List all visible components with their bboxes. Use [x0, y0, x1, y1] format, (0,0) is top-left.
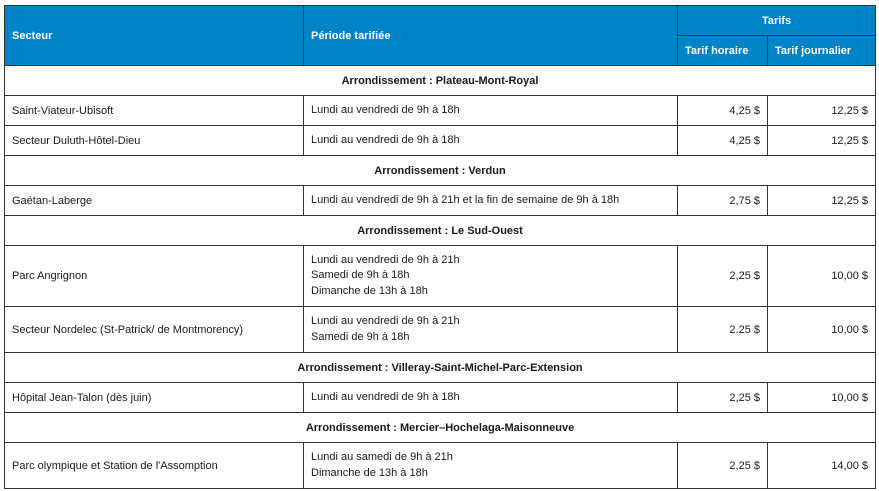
cell-tarif-journalier: 12,25 $ [768, 96, 876, 126]
periode-line: Lundi au vendredi de 9h à 21h [311, 253, 460, 266]
table-row [5, 96, 876, 126]
cell-periode [304, 307, 678, 353]
cell-tarif-horaire: 2,25 $ [678, 246, 768, 307]
group-title: Arrondissement : Plateau-Mont-Royal [5, 66, 876, 96]
header-tarif-horaire: Tarif horaire [678, 36, 768, 66]
periode-line: Samedi de 9h à 18h [311, 269, 410, 282]
group-title: Arrondissement : Verdun [5, 156, 876, 186]
group-row [5, 156, 876, 186]
cell-tarif-horaire: 2,25 $ [678, 443, 768, 489]
group-title: Arrondissement : Villeray-Saint-Michel-Parc-Extension [5, 353, 876, 383]
periode-line: Samedi de 9h à 18h [311, 330, 410, 343]
cell-tarif-journalier: 10,00 $ [768, 246, 876, 307]
group-row [5, 353, 876, 383]
cell-tarif-journalier: 12,25 $ [768, 186, 876, 216]
periode-line: Lundi au vendredi de 9h à 18h [311, 103, 460, 116]
tarifs-table [4, 5, 876, 489]
table-row [5, 307, 876, 353]
cell-periode [304, 443, 678, 489]
cell-tarif-horaire: 2,25 $ [678, 383, 768, 413]
periode-line: Lundi au vendredi de 9h à 21h et la fin de semaine de 9h à 18h [311, 193, 620, 206]
cell-secteur: Secteur Nordelec (St-Patrick/ de Montmorency) [5, 307, 304, 353]
periode-line: Dimanche de 13h à 18h [311, 466, 428, 479]
periode-line: Lundi au vendredi de 9h à 18h [311, 390, 460, 403]
table-row [5, 383, 876, 413]
group-row [5, 413, 876, 443]
table-row [5, 246, 876, 307]
table-row [5, 186, 876, 216]
cell-secteur: Hôpital Jean-Talon (dès juin) [5, 383, 304, 413]
cell-periode [304, 126, 678, 156]
cell-tarif-horaire: 4,25 $ [678, 96, 768, 126]
cell-tarif-journalier: 10,00 $ [768, 307, 876, 353]
cell-tarif-horaire: 4,25 $ [678, 126, 768, 156]
table-body [5, 66, 876, 489]
cell-tarif-journalier: 12,25 $ [768, 126, 876, 156]
cell-periode [304, 96, 678, 126]
cell-secteur: Saint-Viateur-Ubisoft [5, 96, 304, 126]
cell-secteur: Secteur Duluth-Hôtel-Dieu [5, 126, 304, 156]
header-tarifs: Tarifs [678, 6, 876, 36]
group-title: Arrondissement : Le Sud-Ouest [5, 216, 876, 246]
table-row [5, 443, 876, 489]
header-periode: Période tarifiée [304, 6, 678, 66]
table-header [5, 6, 876, 66]
cell-periode [304, 246, 678, 307]
periode-line: Dimanche de 13h à 18h [311, 284, 428, 297]
cell-secteur: Parc olympique et Station de l'Assomption [5, 443, 304, 489]
group-row [5, 216, 876, 246]
cell-tarif-horaire: 2,75 $ [678, 186, 768, 216]
cell-secteur: Parc Angrignon [5, 246, 304, 307]
cell-periode [304, 383, 678, 413]
cell-tarif-journalier: 10,00 $ [768, 383, 876, 413]
cell-tarif-horaire: 2.25 $ [678, 307, 768, 353]
group-row [5, 66, 876, 96]
cell-secteur: Gaétan-Laberge [5, 186, 304, 216]
periode-line: Lundi au vendredi de 9h à 18h [311, 133, 460, 146]
periode-line: Lundi au samedi de 9h à 21h [311, 451, 453, 463]
header-secteur: Secteur [5, 6, 304, 66]
group-title: Arrondissement : Mercier–Hochelaga-Maisonneuve [5, 413, 876, 443]
cell-periode [304, 186, 678, 216]
cell-tarif-journalier: 14,00 $ [768, 443, 876, 489]
periode-line: Lundi au vendredi de 9h à 21h [311, 315, 460, 327]
table-row [5, 126, 876, 156]
header-tarif-journalier: Tarif journalier [768, 36, 876, 66]
